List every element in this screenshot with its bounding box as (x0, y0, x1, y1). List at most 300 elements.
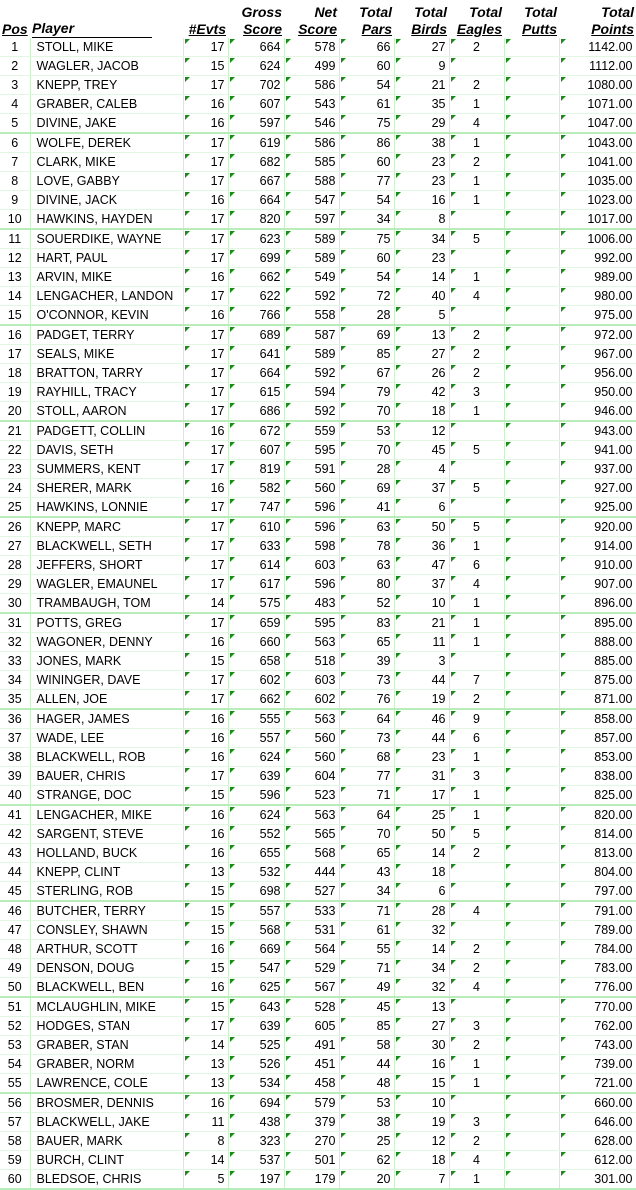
net-score-cell[interactable]: 533 (284, 901, 339, 921)
net-score-cell[interactable]: 379 (284, 1113, 339, 1132)
eagles-cell[interactable] (449, 921, 504, 940)
gross-score-cell[interactable]: 197 (228, 1170, 284, 1190)
gross-score-cell[interactable]: 664 (228, 191, 284, 210)
gross-score-cell[interactable]: 624 (228, 748, 284, 767)
pos-cell[interactable]: 26 (0, 517, 30, 537)
net-score-cell[interactable]: 579 (284, 1093, 339, 1113)
points-cell[interactable]: 941.00 (559, 441, 636, 460)
eagles-cell[interactable]: 6 (449, 729, 504, 748)
evts-cell[interactable]: 16 (183, 729, 228, 748)
eagles-cell[interactable]: 2 (449, 38, 504, 57)
birds-cell[interactable]: 44 (394, 729, 449, 748)
putts-cell[interactable] (504, 1074, 559, 1094)
points-cell[interactable]: 895.00 (559, 613, 636, 633)
eagles-cell[interactable] (449, 306, 504, 326)
points-cell[interactable]: 776.00 (559, 978, 636, 998)
gross-score-cell[interactable]: 532 (228, 863, 284, 882)
pars-cell[interactable]: 72 (339, 287, 394, 306)
pos-cell[interactable]: 37 (0, 729, 30, 748)
putts-cell[interactable] (504, 997, 559, 1017)
evts-cell[interactable]: 17 (183, 556, 228, 575)
player-cell[interactable]: SHERER, MARK (30, 479, 183, 498)
pars-cell[interactable]: 54 (339, 268, 394, 287)
eagles-cell[interactable]: 1 (449, 133, 504, 153)
gross-score-cell[interactable]: 552 (228, 825, 284, 844)
pos-cell[interactable]: 17 (0, 345, 30, 364)
putts-cell[interactable] (504, 441, 559, 460)
net-score-cell[interactable]: 559 (284, 421, 339, 441)
pars-cell[interactable]: 53 (339, 1093, 394, 1113)
birds-cell[interactable]: 27 (394, 1017, 449, 1036)
putts-cell[interactable] (504, 1170, 559, 1190)
putts-cell[interactable] (504, 613, 559, 633)
net-score-cell[interactable]: 591 (284, 460, 339, 479)
gross-score-cell[interactable]: 672 (228, 421, 284, 441)
birds-cell[interactable]: 18 (394, 1151, 449, 1170)
gross-score-cell[interactable]: 624 (228, 805, 284, 825)
birds-cell[interactable]: 45 (394, 441, 449, 460)
net-score-cell[interactable]: 563 (284, 805, 339, 825)
net-score-cell[interactable]: 585 (284, 153, 339, 172)
birds-cell[interactable]: 12 (394, 1132, 449, 1151)
points-cell[interactable]: 1023.00 (559, 191, 636, 210)
pars-cell[interactable]: 54 (339, 76, 394, 95)
putts-cell[interactable] (504, 210, 559, 230)
points-cell[interactable]: 943.00 (559, 421, 636, 441)
player-cell[interactable]: BROSMER, DENNIS (30, 1093, 183, 1113)
net-score-cell[interactable]: 589 (284, 249, 339, 268)
player-cell[interactable]: STRANGE, DOC (30, 786, 183, 806)
pars-cell[interactable]: 85 (339, 1017, 394, 1036)
net-score-cell[interactable]: 605 (284, 1017, 339, 1036)
points-cell[interactable]: 1041.00 (559, 153, 636, 172)
gross-score-cell[interactable]: 537 (228, 1151, 284, 1170)
evts-cell[interactable]: 16 (183, 709, 228, 729)
evts-cell[interactable]: 17 (183, 153, 228, 172)
evts-cell[interactable]: 15 (183, 959, 228, 978)
gross-score-cell[interactable]: 643 (228, 997, 284, 1017)
player-cell[interactable]: BLACKWELL, JAKE (30, 1113, 183, 1132)
net-score-cell[interactable]: 523 (284, 786, 339, 806)
pars-cell[interactable]: 78 (339, 537, 394, 556)
putts-cell[interactable] (504, 1036, 559, 1055)
evts-cell[interactable]: 17 (183, 690, 228, 710)
net-score-cell[interactable]: 491 (284, 1036, 339, 1055)
evts-cell[interactable]: 17 (183, 402, 228, 422)
pos-cell[interactable]: 46 (0, 901, 30, 921)
net-score-cell[interactable]: 592 (284, 364, 339, 383)
evts-cell[interactable]: 14 (183, 1036, 228, 1055)
putts-cell[interactable] (504, 517, 559, 537)
gross-score-cell[interactable]: 639 (228, 767, 284, 786)
net-score-cell[interactable]: 598 (284, 537, 339, 556)
net-score-cell[interactable]: 567 (284, 978, 339, 998)
pars-cell[interactable]: 28 (339, 306, 394, 326)
net-score-cell[interactable]: 451 (284, 1055, 339, 1074)
player-cell[interactable]: HAGER, JAMES (30, 709, 183, 729)
putts-cell[interactable] (504, 57, 559, 76)
player-cell[interactable]: WADE, LEE (30, 729, 183, 748)
evts-cell[interactable]: 15 (183, 786, 228, 806)
birds-cell[interactable]: 13 (394, 997, 449, 1017)
points-cell[interactable]: 1043.00 (559, 133, 636, 153)
birds-cell[interactable]: 50 (394, 517, 449, 537)
gross-score-cell[interactable]: 614 (228, 556, 284, 575)
points-cell[interactable]: 770.00 (559, 997, 636, 1017)
putts-cell[interactable] (504, 844, 559, 863)
evts-cell[interactable]: 17 (183, 671, 228, 690)
player-cell[interactable]: HAWKINS, HAYDEN (30, 210, 183, 230)
pars-cell[interactable]: 86 (339, 133, 394, 153)
evts-cell[interactable]: 17 (183, 229, 228, 249)
player-cell[interactable]: HART, PAUL (30, 249, 183, 268)
points-cell[interactable]: 937.00 (559, 460, 636, 479)
birds-cell[interactable]: 46 (394, 709, 449, 729)
putts-cell[interactable] (504, 1055, 559, 1074)
pos-cell[interactable]: 22 (0, 441, 30, 460)
eagles-cell[interactable]: 4 (449, 978, 504, 998)
pars-cell[interactable]: 76 (339, 690, 394, 710)
putts-cell[interactable] (504, 671, 559, 690)
birds-cell[interactable]: 40 (394, 287, 449, 306)
player-cell[interactable]: CONSLEY, SHAWN (30, 921, 183, 940)
pos-cell[interactable]: 47 (0, 921, 30, 940)
putts-cell[interactable] (504, 306, 559, 326)
net-score-cell[interactable]: 596 (284, 517, 339, 537)
player-cell[interactable]: BLACKWELL, ROB (30, 748, 183, 767)
net-score-cell[interactable]: 592 (284, 402, 339, 422)
eagles-cell[interactable]: 1 (449, 95, 504, 114)
gross-score-cell[interactable]: 664 (228, 364, 284, 383)
gross-score-cell[interactable]: 607 (228, 95, 284, 114)
birds-cell[interactable]: 16 (394, 1055, 449, 1074)
points-cell[interactable]: 814.00 (559, 825, 636, 844)
eagles-cell[interactable] (449, 210, 504, 230)
points-cell[interactable]: 743.00 (559, 1036, 636, 1055)
pars-cell[interactable]: 64 (339, 805, 394, 825)
net-score-cell[interactable]: 527 (284, 882, 339, 902)
pos-cell[interactable]: 24 (0, 479, 30, 498)
pos-cell[interactable]: 19 (0, 383, 30, 402)
gross-score-cell[interactable]: 610 (228, 517, 284, 537)
evts-cell[interactable]: 16 (183, 940, 228, 959)
player-cell[interactable]: MCLAUGHLIN, MIKE (30, 997, 183, 1017)
evts-cell[interactable]: 16 (183, 306, 228, 326)
points-cell[interactable]: 980.00 (559, 287, 636, 306)
eagles-cell[interactable]: 5 (449, 825, 504, 844)
net-score-cell[interactable]: 563 (284, 633, 339, 652)
putts-cell[interactable] (504, 825, 559, 844)
evts-cell[interactable]: 16 (183, 805, 228, 825)
pos-cell[interactable]: 7 (0, 153, 30, 172)
pos-cell[interactable]: 28 (0, 556, 30, 575)
birds-cell[interactable]: 6 (394, 498, 449, 518)
putts-cell[interactable] (504, 863, 559, 882)
net-score-cell[interactable]: 602 (284, 690, 339, 710)
points-cell[interactable]: 914.00 (559, 537, 636, 556)
eagles-cell[interactable] (449, 249, 504, 268)
evts-cell[interactable]: 14 (183, 1151, 228, 1170)
player-cell[interactable]: STOLL, MIKE (30, 38, 183, 57)
eagles-cell[interactable]: 1 (449, 594, 504, 614)
points-cell[interactable]: 791.00 (559, 901, 636, 921)
pars-cell[interactable]: 75 (339, 229, 394, 249)
net-score-cell[interactable]: 564 (284, 940, 339, 959)
evts-cell[interactable]: 16 (183, 825, 228, 844)
eagles-cell[interactable]: 4 (449, 1151, 504, 1170)
birds-cell[interactable]: 11 (394, 633, 449, 652)
birds-cell[interactable]: 27 (394, 345, 449, 364)
net-score-cell[interactable]: 597 (284, 210, 339, 230)
gross-score-cell[interactable]: 617 (228, 575, 284, 594)
gross-score-cell[interactable]: 664 (228, 38, 284, 57)
pars-cell[interactable]: 54 (339, 191, 394, 210)
putts-cell[interactable] (504, 460, 559, 479)
pos-cell[interactable]: 57 (0, 1113, 30, 1132)
eagles-cell[interactable]: 1 (449, 537, 504, 556)
points-cell[interactable]: 907.00 (559, 575, 636, 594)
points-cell[interactable]: 967.00 (559, 345, 636, 364)
points-cell[interactable]: 858.00 (559, 709, 636, 729)
putts-cell[interactable] (504, 575, 559, 594)
pars-cell[interactable]: 70 (339, 402, 394, 422)
evts-cell[interactable]: 16 (183, 633, 228, 652)
eagles-cell[interactable] (449, 460, 504, 479)
net-score-cell[interactable]: 179 (284, 1170, 339, 1190)
putts-cell[interactable] (504, 287, 559, 306)
birds-cell[interactable]: 30 (394, 1036, 449, 1055)
birds-cell[interactable]: 26 (394, 364, 449, 383)
putts-cell[interactable] (504, 959, 559, 978)
net-score-cell[interactable]: 547 (284, 191, 339, 210)
pars-cell[interactable]: 48 (339, 1074, 394, 1094)
putts-cell[interactable] (504, 633, 559, 652)
pars-cell[interactable]: 34 (339, 882, 394, 902)
player-cell[interactable]: DIVINE, JACK (30, 191, 183, 210)
pars-cell[interactable]: 38 (339, 1113, 394, 1132)
eagles-cell[interactable]: 1 (449, 805, 504, 825)
evts-cell[interactable]: 17 (183, 364, 228, 383)
points-cell[interactable]: 739.00 (559, 1055, 636, 1074)
net-score-cell[interactable]: 596 (284, 498, 339, 518)
header-total-putts[interactable]: Total Putts (522, 4, 557, 37)
pos-cell[interactable]: 11 (0, 229, 30, 249)
putts-cell[interactable] (504, 940, 559, 959)
putts-cell[interactable] (504, 882, 559, 902)
gross-score-cell[interactable]: 659 (228, 613, 284, 633)
player-cell[interactable]: HAWKINS, LONNIE (30, 498, 183, 518)
birds-cell[interactable]: 23 (394, 153, 449, 172)
pos-cell[interactable]: 13 (0, 268, 30, 287)
birds-cell[interactable]: 27 (394, 38, 449, 57)
pos-cell[interactable]: 59 (0, 1151, 30, 1170)
eagles-cell[interactable]: 3 (449, 383, 504, 402)
player-cell[interactable]: PADGET, TERRY (30, 325, 183, 345)
birds-cell[interactable]: 21 (394, 613, 449, 633)
eagles-cell[interactable]: 1 (449, 268, 504, 287)
pars-cell[interactable]: 75 (339, 114, 394, 134)
pars-cell[interactable]: 71 (339, 959, 394, 978)
net-score-cell[interactable]: 563 (284, 709, 339, 729)
gross-score-cell[interactable]: 557 (228, 901, 284, 921)
points-cell[interactable]: 1142.00 (559, 38, 636, 57)
eagles-cell[interactable]: 1 (449, 172, 504, 191)
eagles-cell[interactable]: 3 (449, 1113, 504, 1132)
pars-cell[interactable]: 77 (339, 767, 394, 786)
evts-cell[interactable]: 17 (183, 210, 228, 230)
birds-cell[interactable]: 29 (394, 114, 449, 134)
player-cell[interactable]: SEALS, MIKE (30, 345, 183, 364)
pos-cell[interactable]: 52 (0, 1017, 30, 1036)
pos-cell[interactable]: 36 (0, 709, 30, 729)
evts-cell[interactable]: 16 (183, 479, 228, 498)
putts-cell[interactable] (504, 479, 559, 498)
gross-score-cell[interactable]: 623 (228, 229, 284, 249)
player-cell[interactable]: LENGACHER, LANDON (30, 287, 183, 306)
pars-cell[interactable]: 83 (339, 613, 394, 633)
evts-cell[interactable]: 17 (183, 767, 228, 786)
pos-cell[interactable]: 3 (0, 76, 30, 95)
points-cell[interactable]: 972.00 (559, 325, 636, 345)
eagles-cell[interactable] (449, 652, 504, 671)
evts-cell[interactable]: 16 (183, 114, 228, 134)
eagles-cell[interactable]: 1 (449, 748, 504, 767)
points-cell[interactable]: 896.00 (559, 594, 636, 614)
evts-cell[interactable]: 16 (183, 748, 228, 767)
pars-cell[interactable]: 58 (339, 1036, 394, 1055)
eagles-cell[interactable] (449, 421, 504, 441)
putts-cell[interactable] (504, 421, 559, 441)
eagles-cell[interactable]: 4 (449, 114, 504, 134)
eagles-cell[interactable]: 2 (449, 364, 504, 383)
eagles-cell[interactable]: 1 (449, 1170, 504, 1190)
points-cell[interactable]: 1006.00 (559, 229, 636, 249)
gross-score-cell[interactable]: 597 (228, 114, 284, 134)
pos-cell[interactable]: 34 (0, 671, 30, 690)
eagles-cell[interactable]: 1 (449, 191, 504, 210)
player-cell[interactable]: BAUER, CHRIS (30, 767, 183, 786)
evts-cell[interactable]: 17 (183, 537, 228, 556)
eagles-cell[interactable]: 5 (449, 517, 504, 537)
pos-cell[interactable]: 31 (0, 613, 30, 633)
eagles-cell[interactable]: 1 (449, 613, 504, 633)
pars-cell[interactable]: 61 (339, 921, 394, 940)
points-cell[interactable]: 950.00 (559, 383, 636, 402)
birds-cell[interactable]: 17 (394, 786, 449, 806)
player-cell[interactable]: BUTCHER, TERRY (30, 901, 183, 921)
evts-cell[interactable]: 17 (183, 325, 228, 345)
gross-score-cell[interactable]: 686 (228, 402, 284, 422)
putts-cell[interactable] (504, 921, 559, 940)
birds-cell[interactable]: 7 (394, 1170, 449, 1190)
evts-cell[interactable]: 16 (183, 191, 228, 210)
player-cell[interactable]: SARGENT, STEVE (30, 825, 183, 844)
net-score-cell[interactable]: 565 (284, 825, 339, 844)
birds-cell[interactable]: 6 (394, 882, 449, 902)
putts-cell[interactable] (504, 556, 559, 575)
putts-cell[interactable] (504, 652, 559, 671)
putts-cell[interactable] (504, 786, 559, 806)
evts-cell[interactable]: 16 (183, 978, 228, 998)
points-cell[interactable]: 783.00 (559, 959, 636, 978)
gross-score-cell[interactable]: 698 (228, 882, 284, 902)
gross-score-cell[interactable]: 323 (228, 1132, 284, 1151)
putts-cell[interactable] (504, 345, 559, 364)
eagles-cell[interactable]: 2 (449, 940, 504, 959)
pos-cell[interactable]: 27 (0, 537, 30, 556)
net-score-cell[interactable]: 588 (284, 172, 339, 191)
eagles-cell[interactable]: 2 (449, 1036, 504, 1055)
eagles-cell[interactable]: 5 (449, 441, 504, 460)
points-cell[interactable]: 975.00 (559, 306, 636, 326)
pos-cell[interactable]: 18 (0, 364, 30, 383)
birds-cell[interactable]: 42 (394, 383, 449, 402)
points-cell[interactable]: 1112.00 (559, 57, 636, 76)
birds-cell[interactable]: 14 (394, 268, 449, 287)
points-cell[interactable]: 646.00 (559, 1113, 636, 1132)
birds-cell[interactable]: 25 (394, 805, 449, 825)
points-cell[interactable]: 797.00 (559, 882, 636, 902)
gross-score-cell[interactable]: 624 (228, 57, 284, 76)
putts-cell[interactable] (504, 1093, 559, 1113)
points-cell[interactable]: 910.00 (559, 556, 636, 575)
birds-cell[interactable]: 12 (394, 421, 449, 441)
pars-cell[interactable]: 65 (339, 844, 394, 863)
gross-score-cell[interactable]: 699 (228, 249, 284, 268)
pos-cell[interactable]: 54 (0, 1055, 30, 1074)
player-cell[interactable]: BURCH, CLINT (30, 1151, 183, 1170)
player-cell[interactable]: BLACKWELL, BEN (30, 978, 183, 998)
points-cell[interactable]: 920.00 (559, 517, 636, 537)
pars-cell[interactable]: 25 (339, 1132, 394, 1151)
points-cell[interactable]: 825.00 (559, 786, 636, 806)
pos-cell[interactable]: 38 (0, 748, 30, 767)
points-cell[interactable]: 721.00 (559, 1074, 636, 1094)
birds-cell[interactable]: 47 (394, 556, 449, 575)
gross-score-cell[interactable]: 819 (228, 460, 284, 479)
net-score-cell[interactable]: 458 (284, 1074, 339, 1094)
points-cell[interactable]: 885.00 (559, 652, 636, 671)
evts-cell[interactable]: 16 (183, 1093, 228, 1113)
player-cell[interactable]: STOLL, AARON (30, 402, 183, 422)
points-cell[interactable]: 628.00 (559, 1132, 636, 1151)
player-cell[interactable]: LENGACHER, MIKE (30, 805, 183, 825)
birds-cell[interactable]: 10 (394, 1093, 449, 1113)
pos-cell[interactable]: 58 (0, 1132, 30, 1151)
gross-score-cell[interactable]: 534 (228, 1074, 284, 1094)
player-cell[interactable]: BAUER, MARK (30, 1132, 183, 1151)
net-score-cell[interactable]: 558 (284, 306, 339, 326)
evts-cell[interactable]: 15 (183, 997, 228, 1017)
gross-score-cell[interactable]: 639 (228, 1017, 284, 1036)
gross-score-cell[interactable]: 747 (228, 498, 284, 518)
gross-score-cell[interactable]: 667 (228, 172, 284, 191)
net-score-cell[interactable]: 595 (284, 613, 339, 633)
putts-cell[interactable] (504, 133, 559, 153)
evts-cell[interactable]: 11 (183, 1113, 228, 1132)
evts-cell[interactable]: 17 (183, 345, 228, 364)
eagles-cell[interactable]: 2 (449, 959, 504, 978)
pos-cell[interactable]: 5 (0, 114, 30, 134)
birds-cell[interactable]: 44 (394, 671, 449, 690)
birds-cell[interactable]: 19 (394, 1113, 449, 1132)
points-cell[interactable]: 946.00 (559, 402, 636, 422)
net-score-cell[interactable]: 560 (284, 729, 339, 748)
pos-cell[interactable]: 32 (0, 633, 30, 652)
pars-cell[interactable]: 71 (339, 786, 394, 806)
net-score-cell[interactable]: 594 (284, 383, 339, 402)
gross-score-cell[interactable]: 525 (228, 1036, 284, 1055)
